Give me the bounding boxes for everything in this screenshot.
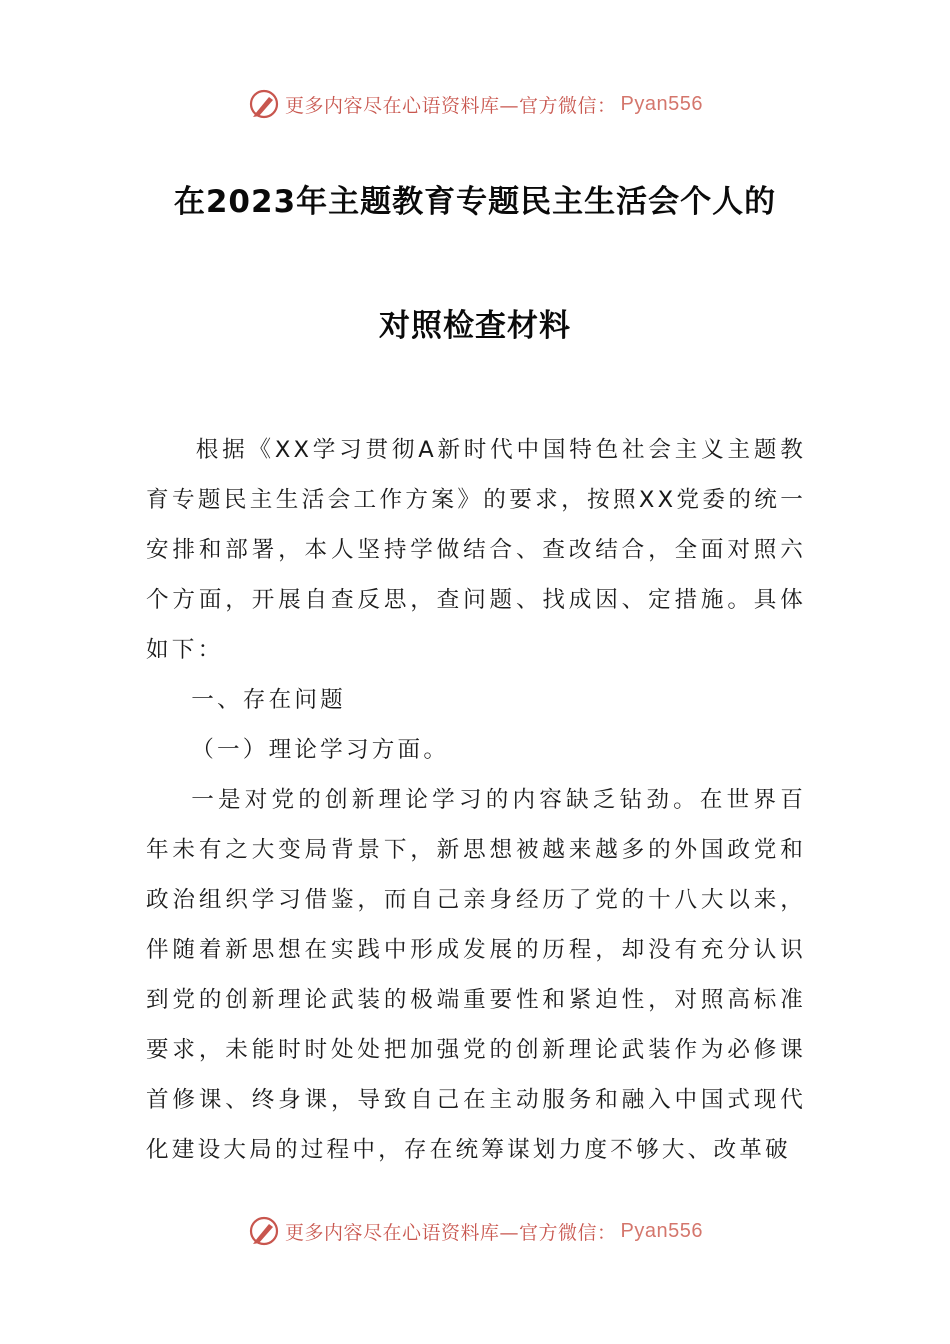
document-title-line2: 对照检查材料 (379, 308, 571, 344)
subsection-heading: （一）理论学习方面。 (191, 737, 450, 763)
watermark-code: Pyan556 (620, 1219, 703, 1242)
document-title-line1: 在2023年主题教育专题民主生活会个人的 (173, 184, 777, 220)
watermark-text: 更多内容尽在心语资料库—官方微信： (285, 94, 617, 117)
section-heading: 一、存在问题 (191, 687, 346, 713)
pen-logo-icon (247, 87, 281, 121)
paragraph-intro: 根据《XX学习贯彻A新时代中国特色社会主义主题教育专题民主生活会工作方案》的要求，按照XX党委的统一安排和部署，本人坚持学做结合、查改结合，全面对照六个方面，开展自查反思，查问题、找成因、定措施。具体如下： (146, 437, 806, 663)
document-body (146, 425, 806, 1175)
watermark-code: Pyan556 (620, 92, 703, 115)
pen-logo-icon (247, 1214, 281, 1248)
watermark-header (0, 84, 950, 124)
paragraph-point-one: 一是对党的创新理论学习的内容缺乏钻劲。在世界百年未有之大变局背景下，新思想被越来越多的外国政党和政治组织学习借鉴，而自己亲身经历了党的十八大以来，伴随着新思想在实践中形成发展的历程，却没有充分认识到党的创新理论武装的极端重要性和紧迫性，对照高标准要求，未能时时处处把加强党的创新理论武装作为必修课首修课、终身课，导致自己在主动服务和融入中国式现代化建设大局的过程中，存在统筹谋划力度不够大、改革破 (146, 787, 806, 1163)
watermark-text: 更多内容尽在心语资料库—官方微信： (285, 1221, 617, 1244)
watermark-footer (0, 1211, 950, 1251)
